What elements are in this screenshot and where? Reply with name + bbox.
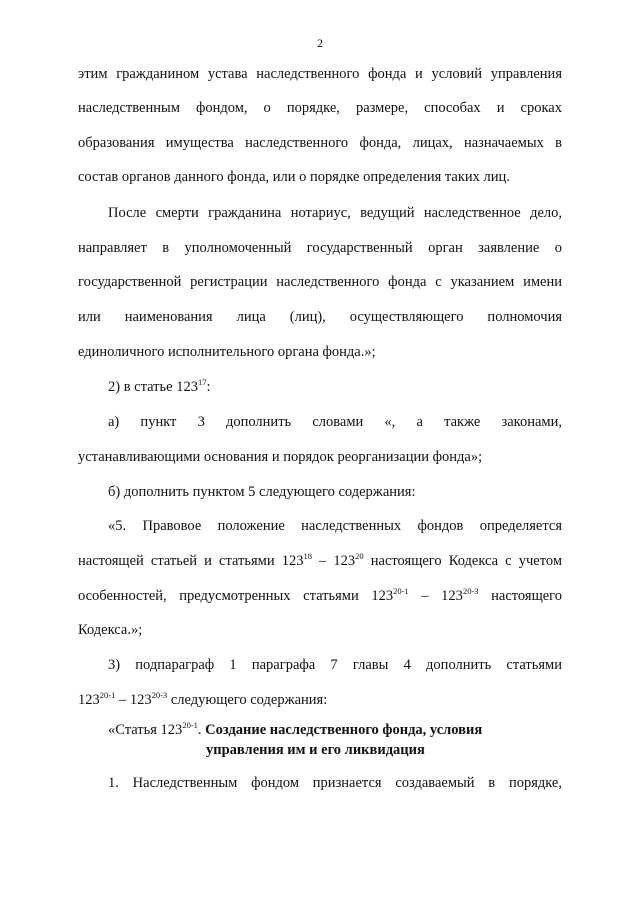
text-line-12: устанавливающими основания и порядок реорганизации фонда»;: [78, 449, 483, 465]
text-line-4: состав органов данного фонда, или о порядке определения таких лиц.: [78, 169, 510, 185]
text-line-14: «5. Правовое положение наследственных фондов определяется: [108, 518, 562, 534]
text-line-9: единоличного исполнительного органа фонда.»;: [78, 344, 376, 360]
text-line-10: 2) в статье $123^{17}$:: [108, 377, 211, 395]
text-line-17: Кодекса.»;: [78, 622, 143, 638]
text-line-19: 123$^{20-1}$ – 123$^{20-3}$ следующего содержания:: [78, 690, 328, 708]
text-line-3: образования имущества наследственного фонда, лицах, назначаемых в: [78, 135, 562, 151]
article-heading: «Статья 123$^{20-1}$. Создание наследственного фонда, условия: [108, 720, 483, 738]
page-number: 2: [317, 36, 323, 50]
text-line-18: 3) подпараграф 1 параграфа 7 главы 4 дополнить статьями: [108, 657, 562, 673]
text-line-15: настоящей статьей и статьями $123^{18} - 123^{20}$ настоящего Кодекса с учетом: [78, 551, 562, 569]
article-title-line-2: управления им и его ликвидация: [206, 742, 425, 758]
text-line-20: 1. Наследственным фондом признается создаваемый в порядке,: [108, 775, 562, 791]
article-title-line-1: Создание наследственного фонда, условия: [205, 722, 483, 738]
text-line-6: направляет в уполномоченный государственный орган заявление о: [78, 240, 562, 256]
text-line-13: б) дополнить пунктом 5 следующего содержания:: [108, 484, 416, 500]
text-line-8: или наименования лица (лиц), осуществляющего полномочия: [78, 309, 562, 325]
text-line-1: этим гражданином устава наследственного фонда и условий управления: [78, 66, 562, 82]
text-line-16: особенностей, предусмотренных статьями 123$^{20-1}$ – 123$^{20-3}$ настоящего: [78, 586, 563, 604]
text-line-5: После смерти гражданина нотариус, ведущий наследственное дело,: [108, 205, 562, 221]
text-line-11: а) пункт 3 дополнить словами «, а также законами,: [108, 414, 562, 430]
text-line-2: наследственным фондом, о порядке, размере, способах и сроках: [78, 100, 562, 116]
text-line-7: государственной регистрации наследственного фонда с указанием имени: [78, 274, 562, 290]
